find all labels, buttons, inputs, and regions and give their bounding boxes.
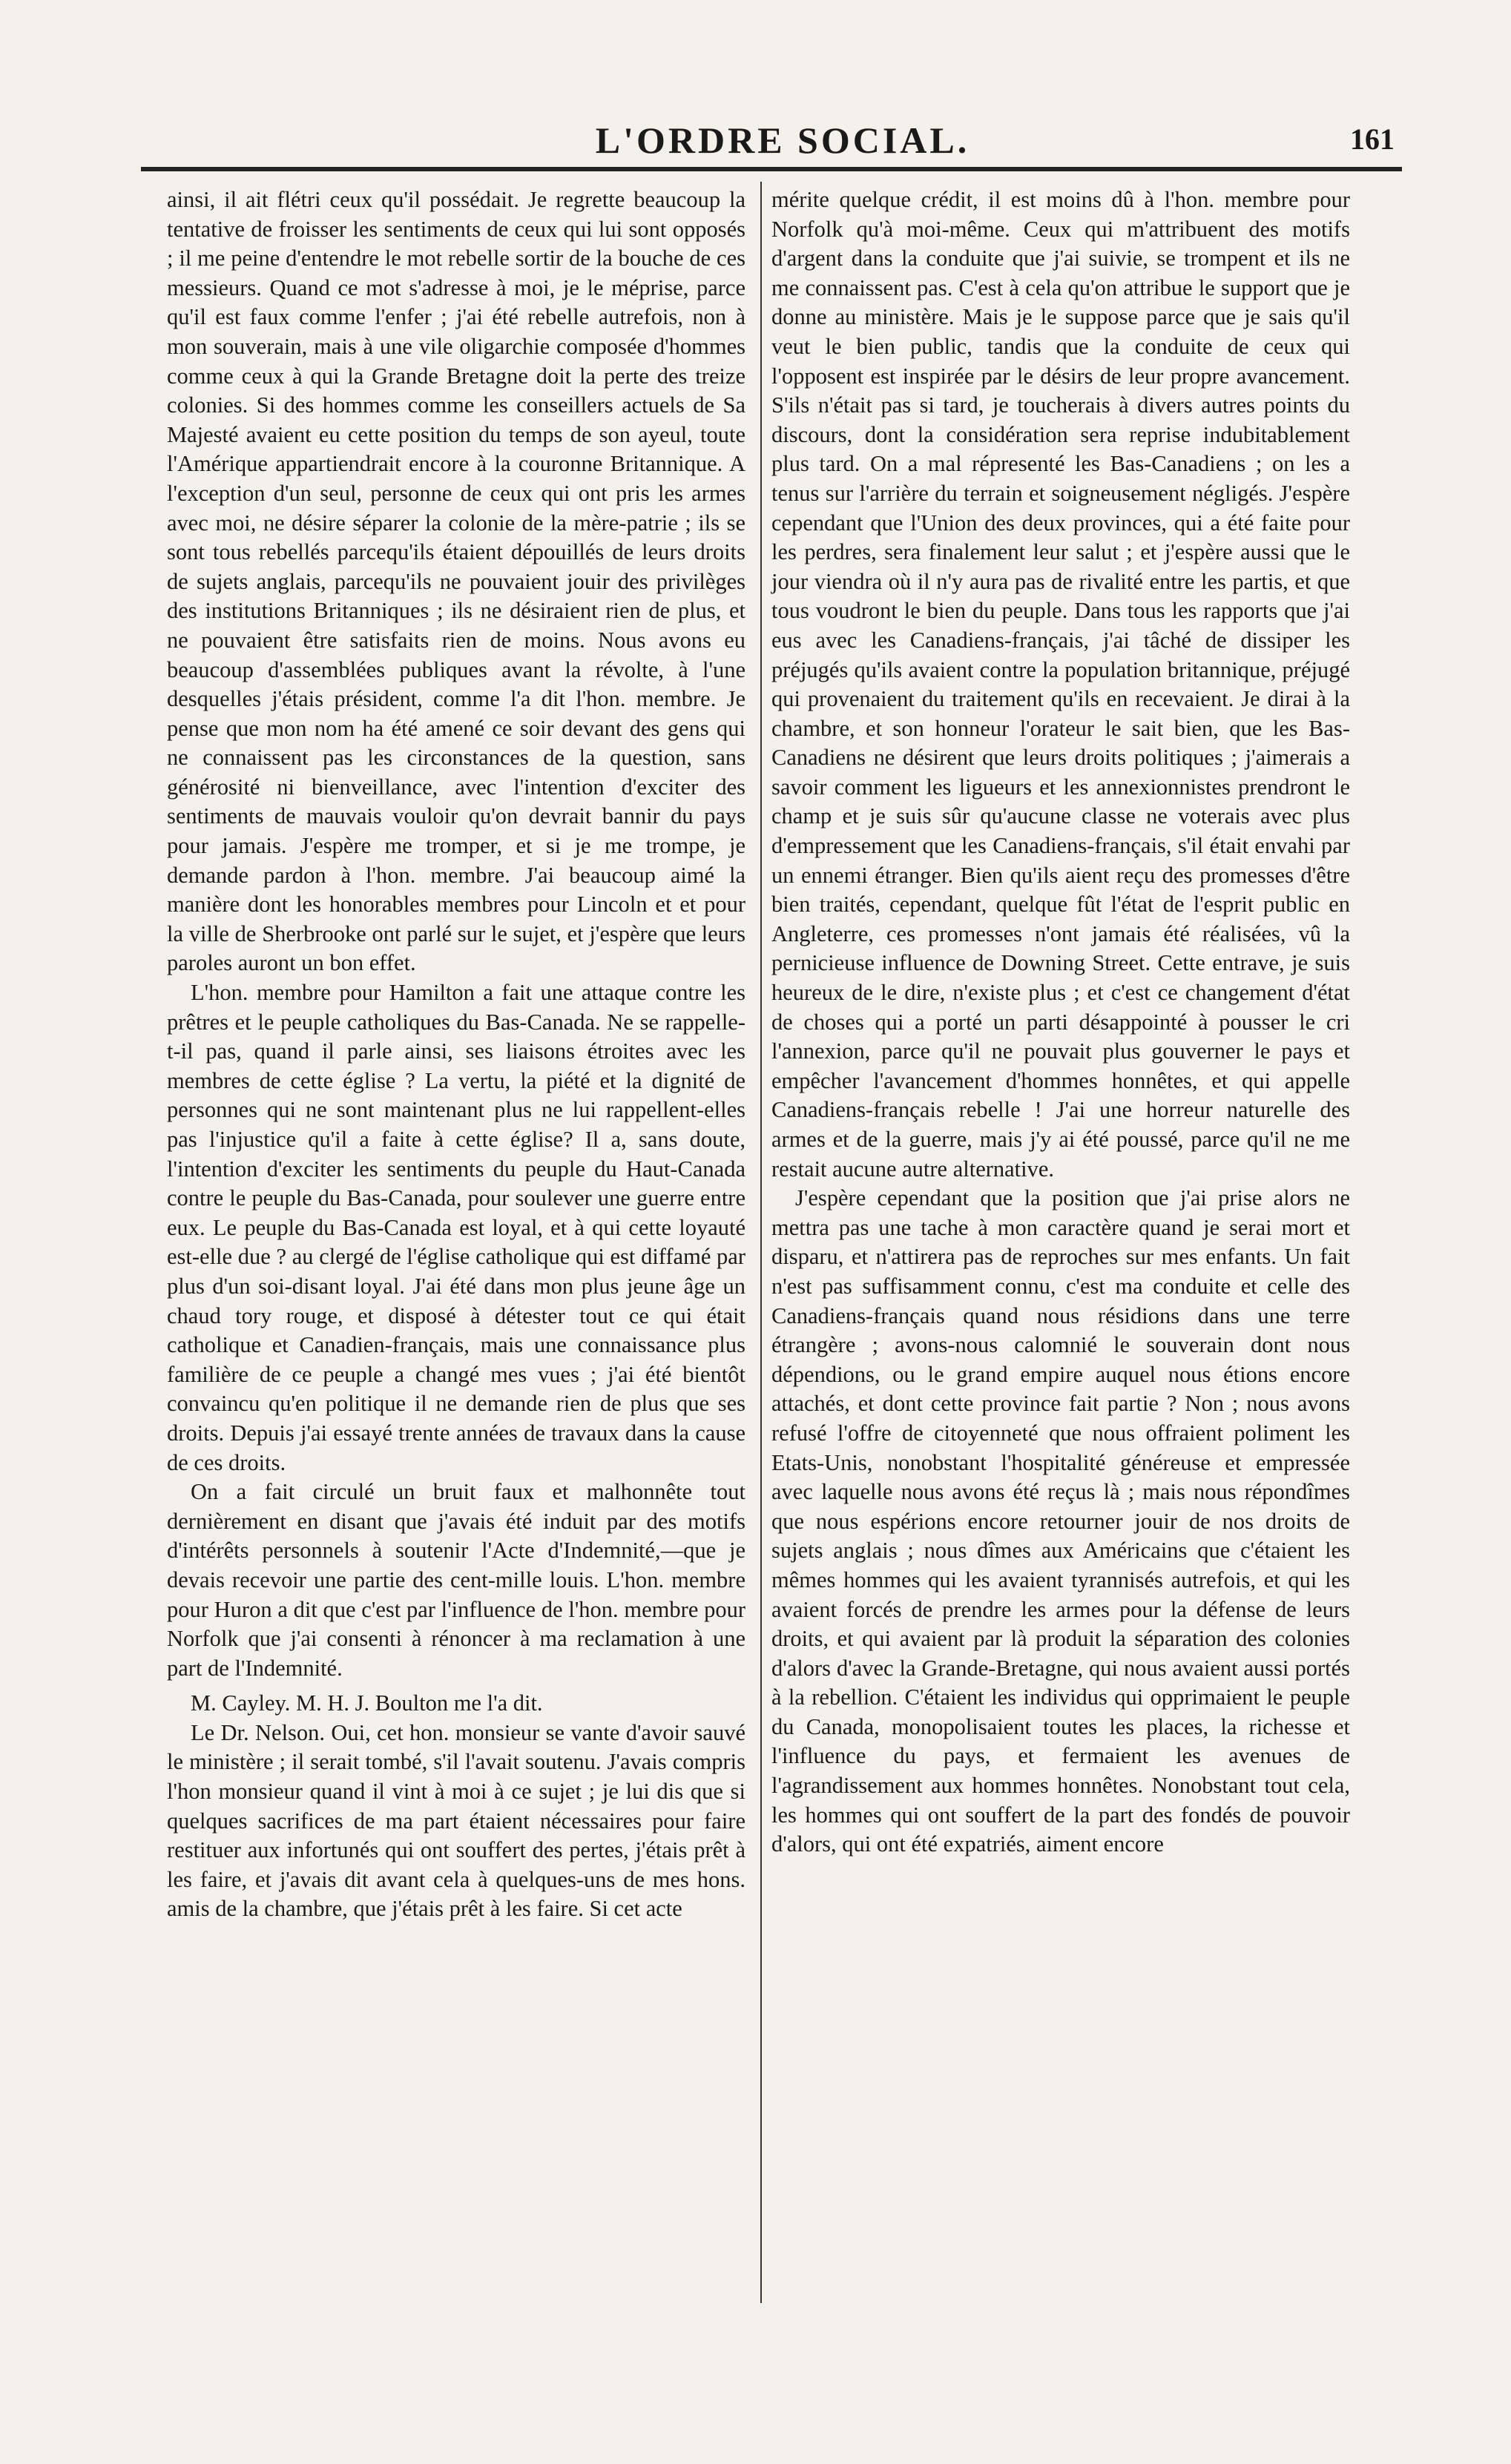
paragraph: L'hon. membre pour Hamilton a fait une attaque contre les prêtres et le peuple catholiques du Bas-Canada. Ne se rappelle-t-il pas, quand il parle ainsi, ses liaisons étroites avec les membres de cette église ? La vertu, la piété et la dignité de personnes qui ne sont maintenant plus ne lui rappellent-elles pas l'injustice qu'il a faite à cette église? Il a, sans doute, l'intention d'exciter les sentiments du peuple du Haut-Canada contre le peuple du Bas-Canada, pour soulever une guerre entre eux. Le peuple du Bas-Canada est loyal, et à qui cette loyauté est-elle due ? au clergé de l'église catholique qui est diffamé par plus d'un soi-disant loyal. J'ai été dans mon plus jeune âge un chaud tory rouge, et disposé à détester tout ce qui était catholique et Canadien-français, mais une connaissance plus familière de ce peuple a changé mes vues ; j'ai été bientôt convaincu qu'en politique il ne demande rien de plus que ses droits. Depuis j'ai essayé trente années de travaux dans la cause de ces droits. (167, 980, 745, 1475)
paragraph: J'espère cependant que la position que j'ai prise alors ne mettra pas une tache à mon caractère quand je serai mort et disparu, et n'attirera pas de reproches sur mes enfants. Un fait n'est pas suffisamment connu, c'est ma conduite et celle des Canadiens-français quand nous résidions dans une terre étrangère ; avons-nous calomnié le souverain dont nous dépendions, ou le grand empire auquel nous étions encore attachés, et dont cette province fait partie ? Non ; nous avons refusé l'offre de citoyenneté que nous offraient poliment les Etats-Unis, nonobstant l'hospitalité généreuse et empressée avec laquelle nous avons été reçus là ; mais nous répondîmes que nous espérions encore retourner jouir de nos droits de sujets anglais ; nous dîmes aux Américains que c'étaient les mêmes hommes qui les avaient tyrannisés autrefois, et qui les avaient forcés de prendre les armes pour la défense de leurs droits, et qui avaient par là produit la séparation des colonies d'alors d'avec la Grande-Bretagne, qui nous avaient aussi portés à la rebellion. C'étaient les individus qui opprimaient le peuple du Canada, monopolisaient toutes les places, la richesse et l'influence du pays, et fermaient les avenues de l'agrandissement aux hommes honnêtes. Nonobstant tout cela, les hommes qui ont souffert de la part des fondés de pouvoir d'alors, qui ont été expatriés, aiment encore (771, 1185, 1350, 1857)
paragraph: On a fait circulé un bruit faux et malhonnête tout dernièrement en disant que j'avais été induit par des motifs d'intérêts personnels à soutenir l'Acte d'Indemnité,—que je devais recevoir une partie des cent-mille louis. L'hon. membre pour Huron a dit que c'est par l'influence de l'hon. membre pour Norfolk que j'ai consenti à rénoncer à ma reclamation à une part de l'Indemnité. (167, 1479, 745, 1681)
masthead (171, 119, 1395, 163)
right-column (771, 185, 1350, 1859)
paragraph: ainsi, il ait flétri ceux qu'il possédait. Je regrette beaucoup la tentative de froisser les sentiments de ceux qui lui sont opposés ; il me peine d'entendre le mot rebelle sortir de la bouche de ces messieurs. Quand ce mot s'adresse à moi, je le méprise, parce qu'il est faux comme l'enfer ; j'ai été rebelle autrefois, non à mon souverain, mais à une vile oligarchie composée d'hommes comme ceux à qui la Grande Bretagne doit la perte des treize colonies. Si des hommes comme les conseillers actuels de Sa Majesté avaient eu cette position du temps de son ayeul, toute l'Amérique appartiendrait encore à la couronne Britannique. A l'exception d'un seul, personne de ceux qui ont pris les armes avec moi, ne désire séparer la colonie de la mère-patrie ; ils se sont tous rebellés parcequ'ils étaient dépouillés de leurs droits de sujets anglais, parcequ'ils ne pouvaient jouir des privilèges des institutions Britanniques ; ils ne désiraient rien de plus, et ne pouvaient être satisfaits rien de moins. Nous avons eu beaucoup d'assemblées publiques avant la révolte, à l'une desquelles j'étais président, comme l'a dit l'hon. membre. Je pense que mon nom ha été amené ce soir devant des gens qui ne connaissent pas les circonstances de la question, sans générosité ni bienveillance, avec l'intention d'exciter des sentiments de mauvais vouloir qu'on devrait bannir du pays pour jamais. J'espère me tromper, et si je me trompe, je demande pardon à l'hon. membre. J'ai beaucoup aimé la manière dont les honorables membres pour Lincoln et et pour la ville de Sherbrooke ont parlé sur le sujet, et j'espère que leurs paroles auront un bon effet. (167, 187, 745, 976)
speaker-line: M. Cayley. M. H. J. Boulton me l'a dit. (191, 1690, 543, 1716)
header-rule (141, 167, 1402, 171)
paragraph: Le Dr. Nelson. Oui, cet hon. monsieur se vante d'avoir sauvé le ministère ; il serait tombé, s'il l'avait soutenu. J'avais compris l'hon monsieur quand il vint à moi à ce sujet ; je lui dis que si quelques sacrifices de ma part étaient nécessaires pour faire restituer aux infortunés qui ont souffert des pertes, j'étais prêt à les faire, et j'avais dit avant cela à quelques-uns de mes hons. amis de la chambre, que j'étais prêt à les faire. Si cet acte (167, 1719, 745, 1922)
paragraph: mérite quelque crédit, il est moins dû à l'hon. membre pour Norfolk qu'à moi-même. Ceux qui m'attribuent des motifs d'argent dans la conduite que j'ai suivie, se trompent et ils ne me connaissent pas. C'est à cela qu'on attribue le support que je donne au ministère. Mais je le suppose parce que je sais qu'il veut le bien public, tandis que la conduite de ceux qui l'opposent est inspirée par le désirs de leur propre avancement. S'ils n'était pas si tard, je toucherais à divers autres points du discours, dont la considération sera reprise indubitablement plus tard. On a mal répresenté les Bas-Canadiens ; on les a tenus sur l'arrière du terrain et soigneusement négligés. J'espère cependant que l'Union des deux provinces, qui a été faite pour les perdres, sera finalement leur salut ; et j'espère aussi que le jour viendra où il n'y aura pas de rivalité entre les partis, et que tous voudront le bien du peuple. Dans tous les rapports que j'ai eus avec les Canadiens-français, j'ai tâché de dissiper les préjugés qu'ils avaient contre la population britannique, préjugé qui provenaient du traitement qu'ils en recevaient. Je dirai à la chambre, et son honneur l'orateur le sait bien, que les Bas-Canadiens ne désirent que leurs droits politiques ; j'aimerais a savoir comment les ligueurs et les annexionnistes prendront le champ et je suis sûr qu'aucune classe ne voterais avec plus d'empressement que les Canadiens-français, s'il était envahi par un ennemi étranger. Bien qu'ils aient reçu des promesses d'être bien traités, cependant, quelque fût l'état de l'esprit public en Angleterre, ces promesses n'ont jamais été réalisées, vû la pernicieuse influence de Downing Street. Cette entrave, je suis heureux de le dire, n'existe plus ; et c'est ce changement d'état de choses qui a porté un parti désappointé à pousser le cri l'annexion, parce qu'il ne pouvait plus gouverner le pays et empêcher l'avancement d'hommes honnêtes, et qui appelle Canadiens-français rebelle ! J'ai une horreur naturelle des armes et de la guerre, mais j'y ai été poussé, parce qu'il ne me restait aucune autre alternative. (771, 187, 1350, 1182)
newspaper-title: L'ORDRE SOCIAL. (595, 119, 970, 161)
page-number: 161 (1350, 122, 1395, 156)
column-divider (760, 182, 762, 2303)
left-column (167, 185, 745, 1924)
